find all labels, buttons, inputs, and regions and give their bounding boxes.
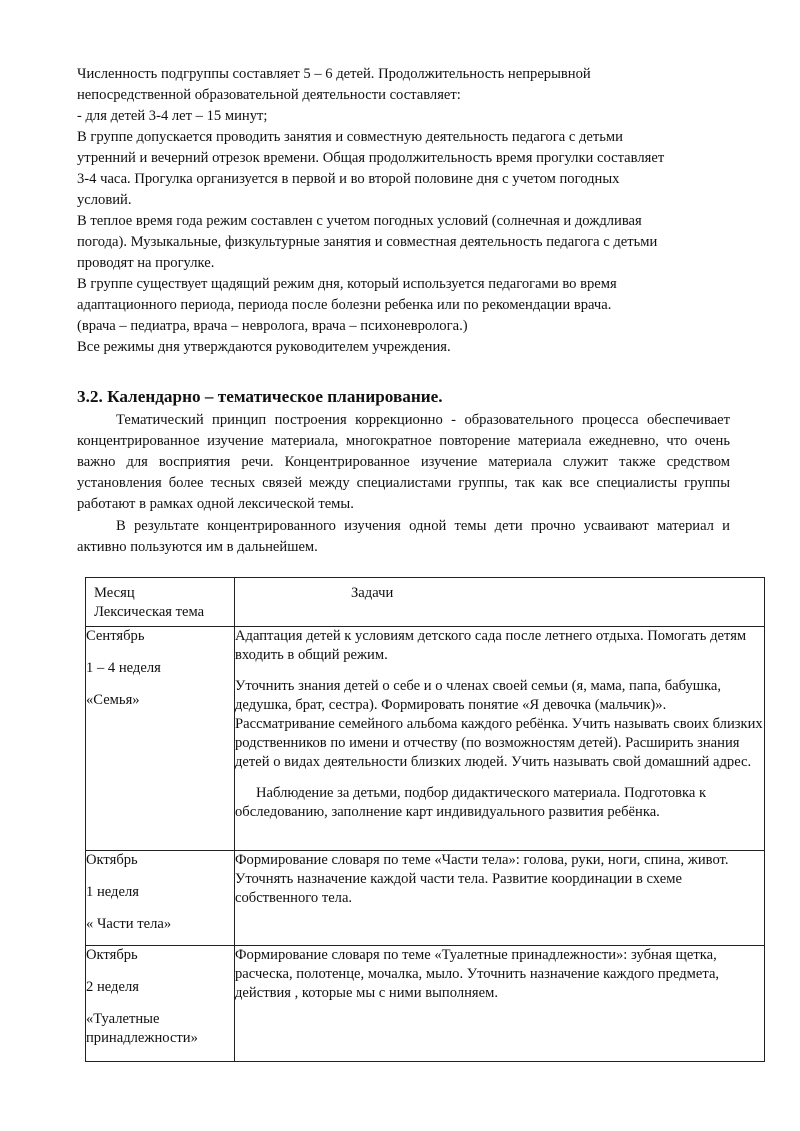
header-month-label: Месяц [94,585,135,601]
intro-line: В теплое время года режим составлен с учетом погодных условий (солнечная и дождливая [77,213,642,229]
month-label: Сентябрь [86,628,145,644]
intro-line: условий. [77,192,132,208]
month-label: Октябрь [86,947,138,963]
task-paragraph: Формирование словаря по теме «Части тела»: голова, руки, ноги, спина, живот. Уточнять назначение каждой части тела. Развитие координации в схеме собственного тела. [235,852,729,906]
task-paragraph: Формирование словаря по теме «Туалетные принадлежности»: зубная щетка, расческа, полотенце, мочалка, мыло. Уточнить назначение каждого предмета, действия , которые мы с ними выполняем. [235,947,720,1001]
theme-label: «Туалетные принадлежности» [86,1011,198,1046]
month-cell [86,851,235,946]
task-paragraph: Уточнить знания детей о себе и о членах своей семьи (я, мама, папа, бабушка, дедушка, брат, сестра). Формировать понятие «Я девочка (мальчик)». Рассматривание семейного альбома каждого ребёнка. Учить называть своих близких родственников по имени и отчеству (по возможностям детей). Расширить знания детей о видах деятельности близких людей. Учить называть свой домашний адрес. [235,678,763,770]
header-tasks-label: Задачи [351,585,394,601]
month-cell [86,946,235,1062]
table-row [86,627,765,851]
intro-line: - для детей 3-4 лет – 15 минут; [77,108,268,124]
table-row [86,851,765,946]
month-cell [86,627,235,851]
intro-line: адаптационного периода, периода после болезни ребенка или по рекомендации врача. [77,297,612,313]
month-label: Октябрь [86,852,138,868]
theme-label: «Семья» [86,692,140,708]
week-label: 1 – 4 неделя [86,660,161,676]
body-paragraph: Тематический принцип построения коррекционно - образовательного процесса обеспечивает концентрированное изучение материала, многократное повторение материала ежедневно, что очень важно для восприятия речи. Концентрированное изучение материала служит также средством установления более тесных связей между специалистами группы, так как все специалисты группы работают в рамках одной лексической темы. [77,412,730,512]
section-heading: 3.2. Календарно – тематическое планирование. [77,387,443,406]
intro-line: проводят на прогулке. [77,255,215,271]
intro-line: непосредственной образовательной деятельности составляет: [77,87,461,103]
intro-line: погода). Музыкальные, физкультурные занятия и совместная деятельность педагога с детьми [77,234,658,250]
intro-line: В группе допускается проводить занятия и совместную деятельность педагога с детьми [77,129,623,145]
table-header-row [86,578,765,627]
intro-line: утренний и вечерний отрезок времени. Общая продолжительность время прогулки составляет [77,150,665,166]
intro-line: Численность подгруппы составляет 5 – 6 детей. Продолжительность непрерывной [77,66,591,82]
intro-line: В группе существует щадящий режим дня, который используется педагогами во время [77,276,617,292]
header-theme-label: Лексическая тема [94,604,205,620]
intro-line: (врача – педиатра, врача – невролога, врача – психоневролога.) [77,318,468,334]
intro-text [77,64,737,358]
task-paragraph: Адаптация детей к условиям детского сада после летнего отдыха. Помогать детям входить в общий режим. [235,628,747,663]
header-month-theme [86,578,235,627]
planning-table [85,577,765,1062]
week-label: 1 неделя [86,884,139,900]
intro-line: 3-4 часа. Прогулка организуется в первой и во второй половине дня с учетом погодных [77,171,620,187]
header-tasks [235,578,765,627]
tasks-cell [235,946,765,1062]
task-paragraph: Наблюдение за детьми, подбор дидактического материала. Подготовка к обследованию, заполнение карт индивидуального развития ребёнка. [235,785,707,820]
tasks-cell [235,627,765,851]
table-row [86,946,765,1062]
week-label: 2 неделя [86,979,139,995]
theme-label: « Части тела» [86,916,172,932]
intro-line: Все режимы дня утверждаются руководителем учреждения. [77,339,451,355]
tasks-cell [235,851,765,946]
body-paragraph: В результате концентрированного изучения одной темы дети прочно усваивают материал и активно пользуются им в дальнейшем. [77,518,730,555]
